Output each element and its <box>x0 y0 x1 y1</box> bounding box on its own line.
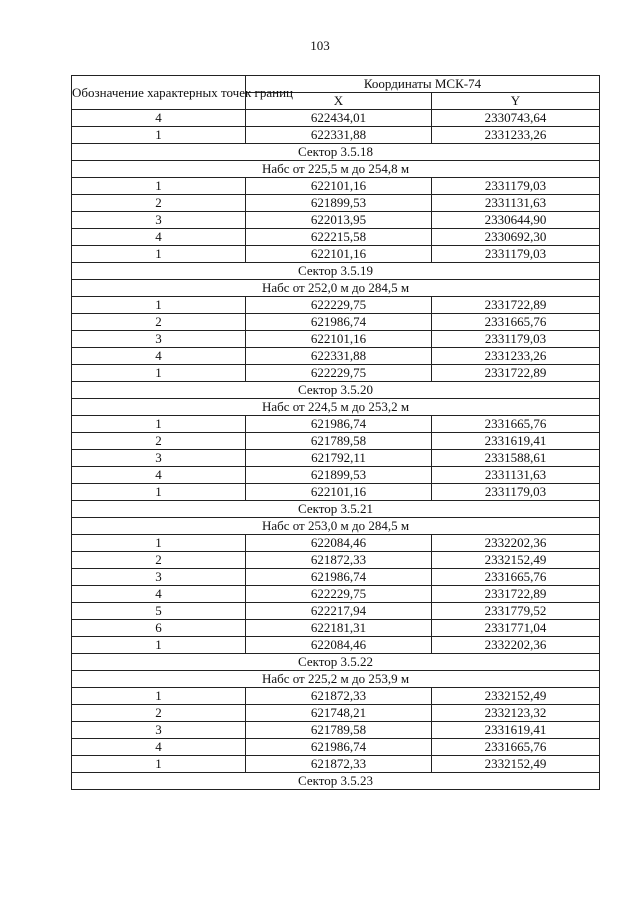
x-coordinate: 622229,75 <box>246 297 432 314</box>
point-id: 1 <box>72 246 246 263</box>
section-label: Набс от 224,5 м до 253,2 м <box>72 399 600 416</box>
section-label: Набс от 225,2 м до 253,9 м <box>72 671 600 688</box>
table-row <box>72 331 600 348</box>
point-id: 6 <box>72 620 246 637</box>
y-coordinate: 2331233,26 <box>432 127 600 144</box>
table-row <box>72 467 600 484</box>
table-row <box>72 195 600 212</box>
table-row <box>72 739 600 756</box>
section-label: Сектор 3.5.22 <box>72 654 600 671</box>
section-row <box>72 280 600 297</box>
table-row <box>72 722 600 739</box>
x-coordinate: 622101,16 <box>246 178 432 195</box>
point-id: 1 <box>72 365 246 382</box>
y-coordinate: 2332152,49 <box>432 552 600 569</box>
section-row <box>72 518 600 535</box>
point-id: 2 <box>72 705 246 722</box>
point-id: 3 <box>72 450 246 467</box>
point-id: 3 <box>72 212 246 229</box>
table-row <box>72 450 600 467</box>
table-row <box>72 433 600 450</box>
section-row <box>72 263 600 280</box>
point-id: 2 <box>72 552 246 569</box>
x-coordinate: 622101,16 <box>246 484 432 501</box>
table-row <box>72 705 600 722</box>
x-coordinate: 621872,33 <box>246 552 432 569</box>
y-coordinate: 2331665,76 <box>432 569 600 586</box>
table-row <box>72 348 600 365</box>
x-coordinate: 621986,74 <box>246 416 432 433</box>
table-body <box>72 110 600 790</box>
y-coordinate: 2331722,89 <box>432 365 600 382</box>
section-row <box>72 144 600 161</box>
table-row <box>72 484 600 501</box>
x-coordinate: 621899,53 <box>246 195 432 212</box>
table-row <box>72 297 600 314</box>
section-row <box>72 671 600 688</box>
y-coordinate: 2331665,76 <box>432 314 600 331</box>
x-coordinate: 622331,88 <box>246 127 432 144</box>
table-row <box>72 212 600 229</box>
x-coordinate: 621789,58 <box>246 722 432 739</box>
y-coordinate: 2331722,89 <box>432 297 600 314</box>
y-coordinate: 2331779,52 <box>432 603 600 620</box>
y-coordinate: 2331131,63 <box>432 467 600 484</box>
table-row <box>72 688 600 705</box>
x-coordinate: 622084,46 <box>246 535 432 552</box>
x-coordinate: 621872,33 <box>246 688 432 705</box>
section-label: Сектор 3.5.21 <box>72 501 600 518</box>
y-coordinate: 2331233,26 <box>432 348 600 365</box>
y-coordinate: 2331131,63 <box>432 195 600 212</box>
point-id: 1 <box>72 756 246 773</box>
y-coordinate: 2331179,03 <box>432 331 600 348</box>
section-row <box>72 654 600 671</box>
point-id: 3 <box>72 331 246 348</box>
x-coordinate: 622331,88 <box>246 348 432 365</box>
y-coordinate: 2331179,03 <box>432 484 600 501</box>
y-coordinate: 2331619,41 <box>432 722 600 739</box>
table-row <box>72 178 600 195</box>
point-id: 3 <box>72 569 246 586</box>
x-coordinate: 621792,11 <box>246 450 432 467</box>
table-row <box>72 637 600 654</box>
x-coordinate: 621872,33 <box>246 756 432 773</box>
table-row <box>72 127 600 144</box>
point-id: 1 <box>72 416 246 433</box>
table-row <box>72 552 600 569</box>
section-label: Набс от 225,5 м до 254,8 м <box>72 161 600 178</box>
x-coordinate: 622217,94 <box>246 603 432 620</box>
table-row <box>72 535 600 552</box>
point-id: 4 <box>72 110 246 127</box>
table-row <box>72 229 600 246</box>
y-coordinate: 2330692,30 <box>432 229 600 246</box>
section-label: Сектор 3.5.20 <box>72 382 600 399</box>
point-id: 2 <box>72 195 246 212</box>
y-coordinate: 2332123,32 <box>432 705 600 722</box>
y-coordinate: 2331665,76 <box>432 416 600 433</box>
x-coordinate: 622229,75 <box>246 586 432 603</box>
header-coordinates: Координаты МСК-74 <box>246 76 600 93</box>
x-coordinate: 621986,74 <box>246 569 432 586</box>
y-coordinate: 2332152,49 <box>432 756 600 773</box>
section-label: Набс от 252,0 м до 284,5 м <box>72 280 600 297</box>
section-row <box>72 501 600 518</box>
table-row <box>72 569 600 586</box>
section-row <box>72 773 600 790</box>
x-coordinate: 621986,74 <box>246 739 432 756</box>
table-row <box>72 246 600 263</box>
header-points: Обозначение характерных точек границ <box>72 76 246 110</box>
y-coordinate: 2332202,36 <box>432 535 600 552</box>
point-id: 1 <box>72 127 246 144</box>
y-coordinate: 2332202,36 <box>432 637 600 654</box>
point-id: 1 <box>72 484 246 501</box>
x-coordinate: 622013,95 <box>246 212 432 229</box>
header-x: X <box>246 93 432 110</box>
table-row <box>72 365 600 382</box>
section-label: Сектор 3.5.23 <box>72 773 600 790</box>
table-row <box>72 756 600 773</box>
header-y: Y <box>432 93 600 110</box>
x-coordinate: 621789,58 <box>246 433 432 450</box>
coordinates-table <box>71 75 600 790</box>
table-row <box>72 603 600 620</box>
page-number: 103 <box>310 38 330 53</box>
point-id: 4 <box>72 586 246 603</box>
point-id: 4 <box>72 739 246 756</box>
section-label: Набс от 253,0 м до 284,5 м <box>72 518 600 535</box>
section-label: Сектор 3.5.19 <box>72 263 600 280</box>
point-id: 4 <box>72 348 246 365</box>
x-coordinate: 621899,53 <box>246 467 432 484</box>
table-row <box>72 314 600 331</box>
x-coordinate: 622434,01 <box>246 110 432 127</box>
y-coordinate: 2331179,03 <box>432 178 600 195</box>
table-row <box>72 110 600 127</box>
x-coordinate: 622181,31 <box>246 620 432 637</box>
y-coordinate: 2331179,03 <box>432 246 600 263</box>
point-id: 5 <box>72 603 246 620</box>
point-id: 2 <box>72 314 246 331</box>
section-row <box>72 161 600 178</box>
section-row <box>72 399 600 416</box>
point-id: 1 <box>72 637 246 654</box>
y-coordinate: 2332152,49 <box>432 688 600 705</box>
y-coordinate: 2330644,90 <box>432 212 600 229</box>
table-row <box>72 620 600 637</box>
x-coordinate: 621986,74 <box>246 314 432 331</box>
point-id: 3 <box>72 722 246 739</box>
x-coordinate: 622101,16 <box>246 246 432 263</box>
table-row <box>72 416 600 433</box>
x-coordinate: 622229,75 <box>246 365 432 382</box>
x-coordinate: 622215,58 <box>246 229 432 246</box>
point-id: 4 <box>72 467 246 484</box>
section-label: Сектор 3.5.18 <box>72 144 600 161</box>
x-coordinate: 622084,46 <box>246 637 432 654</box>
section-row <box>72 382 600 399</box>
table-row <box>72 586 600 603</box>
point-id: 1 <box>72 535 246 552</box>
y-coordinate: 2331665,76 <box>432 739 600 756</box>
point-id: 2 <box>72 433 246 450</box>
y-coordinate: 2331771,04 <box>432 620 600 637</box>
y-coordinate: 2331722,89 <box>432 586 600 603</box>
y-coordinate: 2331619,41 <box>432 433 600 450</box>
point-id: 4 <box>72 229 246 246</box>
x-coordinate: 621748,21 <box>246 705 432 722</box>
point-id: 1 <box>72 297 246 314</box>
y-coordinate: 2331588,61 <box>432 450 600 467</box>
table-header-row <box>72 76 600 93</box>
point-id: 1 <box>72 688 246 705</box>
x-coordinate: 622101,16 <box>246 331 432 348</box>
point-id: 1 <box>72 178 246 195</box>
y-coordinate: 2330743,64 <box>432 110 600 127</box>
